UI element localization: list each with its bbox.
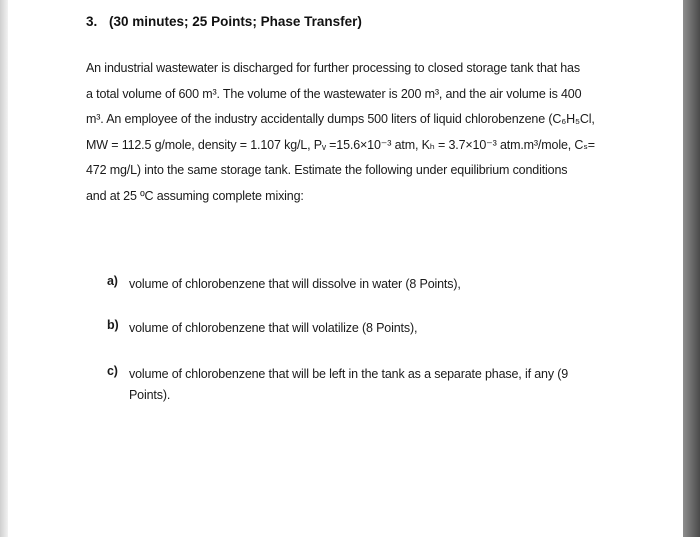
page-right-shadow bbox=[683, 0, 700, 537]
subquestion-line: volume of chlorobenzene that will volatilize (8 Points), bbox=[129, 321, 418, 335]
question-number: 3. bbox=[86, 14, 98, 29]
page-left-shadow bbox=[0, 0, 8, 537]
problem-line: An industrial wastewater is discharged for further processing to closed storage tank that has bbox=[86, 61, 580, 75]
subquestion-marker: c) bbox=[107, 364, 118, 378]
problem-line: a total volume of 600 m³. The volume of the wastewater is 200 m³, and the air volume is 400 bbox=[86, 86, 582, 101]
problem-line: 472 mg/L) into the same storage tank. Estimate the following under equilibrium conditions bbox=[86, 163, 568, 177]
subquestion-line: volume of chlorobenzene that will dissolve in water (8 Points), bbox=[129, 277, 461, 291]
subquestion-marker: a) bbox=[107, 274, 118, 288]
subquestion-text bbox=[129, 318, 609, 339]
subquestion-text bbox=[129, 364, 609, 406]
problem-statement bbox=[86, 56, 646, 209]
question-heading bbox=[86, 14, 362, 29]
subquestion-line: volume of chlorobenzene that will be left in the tank as a separate phase, if any (9 bbox=[129, 367, 569, 381]
question-title: (30 minutes; 25 Points; Phase Transfer) bbox=[109, 14, 362, 29]
subquestion-text bbox=[129, 274, 609, 295]
subquestion-line: Points). bbox=[129, 388, 171, 402]
subquestion-marker: b) bbox=[107, 318, 119, 332]
problem-line: MW = 112.5 g/mole, density = 1.107 kg/L, Pᵥ =15.6×10⁻³ atm, Kₕ = 3.7×10⁻³ atm.m³/mole, Cₛ= bbox=[86, 137, 595, 152]
problem-line: m³. An employee of the industry accidentally dumps 500 liters of liquid chlorobenzene (C₆H₅Cl, bbox=[86, 112, 595, 126]
problem-line: and at 25 ºC assuming complete mixing: bbox=[86, 188, 304, 203]
